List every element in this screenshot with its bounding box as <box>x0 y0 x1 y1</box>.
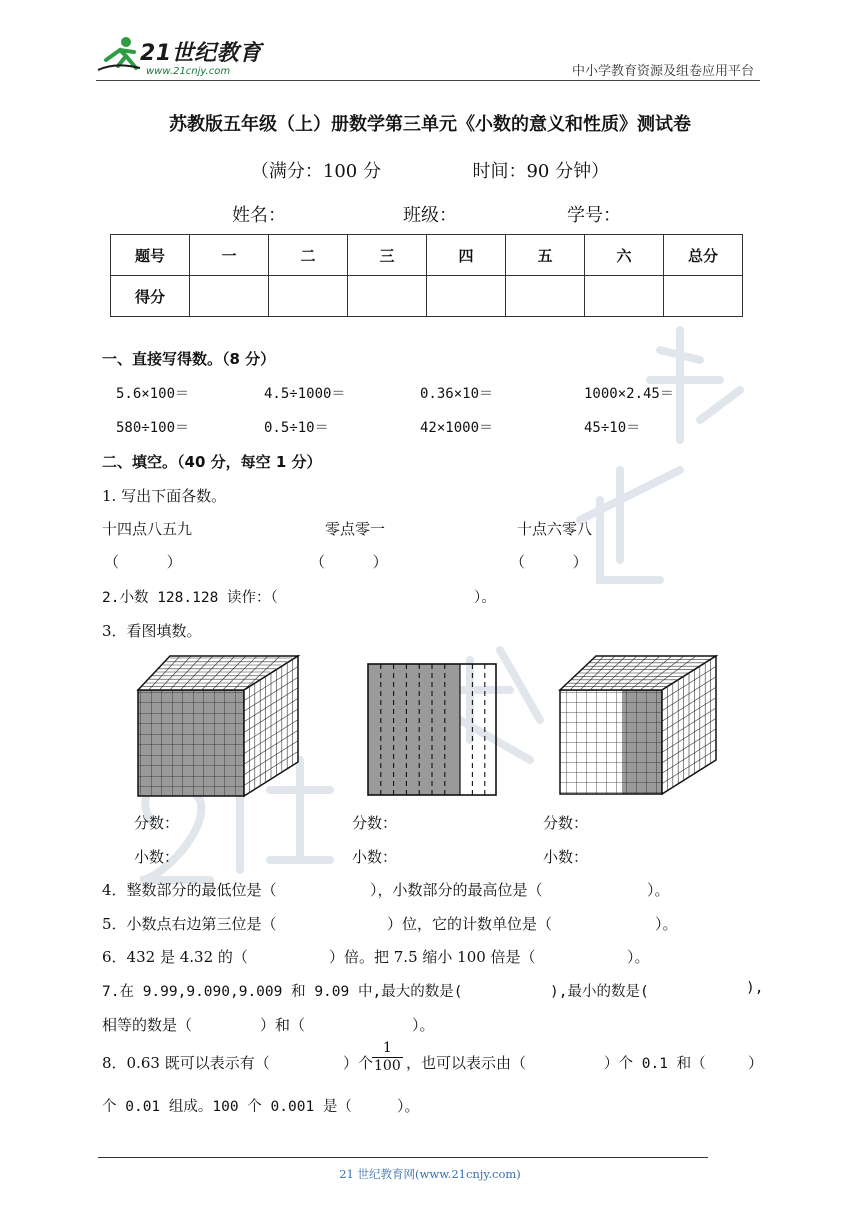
site-logo[interactable] <box>96 30 266 82</box>
q6-text: ）倍。把 7.5 缩小 100 倍是（ <box>329 948 536 966</box>
logo-brand-text: 21世纪教育 <box>140 41 262 66</box>
q1-word: 十点六零八 <box>517 520 593 538</box>
table-cell: 五 <box>506 235 585 276</box>
class-label: 班级： <box>403 205 457 226</box>
q6-text: ）。 <box>627 948 650 966</box>
q8-text: ）。 <box>397 1097 420 1115</box>
calc-item: 4.5÷1000＝ <box>264 386 346 402</box>
score-input-cell[interactable] <box>190 276 269 317</box>
calc-item: 5.6×100＝ <box>116 386 190 402</box>
q8-text: ）个 0.1 和（ <box>604 1056 706 1072</box>
calc-item: 1000×2.45＝ <box>584 386 674 402</box>
q8-text: ）个 <box>343 1054 374 1072</box>
fraction-label: 分数： <box>352 814 398 832</box>
calc-item: 580÷100＝ <box>116 420 190 436</box>
decimal-label: 小数： <box>352 848 398 866</box>
full-score: （满分：100 分 <box>250 161 381 182</box>
score-input-cell[interactable] <box>348 276 427 317</box>
calc-item: 0.36×10＝ <box>420 386 494 402</box>
header-platform-text: 中小学教育资源及组卷应用平台 <box>571 64 754 79</box>
table-cell: 题号 <box>111 235 190 276</box>
answer-blank[interactable]: （ ） <box>510 553 588 571</box>
score-table-score-row <box>111 276 743 317</box>
score-input-cell[interactable] <box>664 276 743 317</box>
exam-subtitle <box>0 157 860 183</box>
exam-title: 苏教版五年级（上）册数学第三单元《小数的意义和性质》测试卷 <box>169 114 691 135</box>
table-cell: 一 <box>190 235 269 276</box>
score-input-cell[interactable] <box>585 276 664 317</box>
score-table-header-row <box>111 235 743 276</box>
fraction-label: 分数： <box>543 814 589 832</box>
score-input-cell[interactable] <box>269 276 348 317</box>
q1-word: 零点零一 <box>325 520 386 538</box>
q2-text: 2.小数 128.128 读作：（ <box>102 590 278 606</box>
q5-text: 5．小数点右边第三位是（ <box>102 915 277 933</box>
logo-url-text: www.21cnjy.com <box>146 66 231 77</box>
footer-link[interactable]: 21 世纪教育网(www.21cnjy.com) <box>339 1167 521 1181</box>
footer-divider <box>98 1157 708 1158</box>
q7-text: ）。 <box>412 1016 435 1034</box>
time-limit: 时间：90 分钟） <box>472 161 610 182</box>
fraction-numerator: 1 <box>372 1040 403 1058</box>
q2-text-end: ）。 <box>474 590 496 606</box>
number-label: 学号： <box>567 205 621 226</box>
calc-item: 42×1000＝ <box>420 420 494 436</box>
header-divider <box>96 80 760 81</box>
q5-text: ）位，它的计数单位是（ <box>387 915 553 933</box>
q6-text: 6．432 是 4.32 的（ <box>102 948 248 966</box>
q4-text: ）。 <box>647 881 670 899</box>
q8-text: ，也可以表示由（ <box>406 1054 527 1072</box>
q5-text: ）。 <box>655 915 678 933</box>
fraction-label: 分数： <box>134 814 180 832</box>
calc-item: 0.5÷10＝ <box>264 420 329 436</box>
fraction-one-hundredth <box>372 1040 403 1075</box>
section1-heading: 一、直接写得数。（8 分） <box>102 350 276 368</box>
q8-text: 8．0.63 既可以表示有（ <box>102 1054 270 1072</box>
section2-heading: 二、填空。（40 分，每空 1 分） <box>102 453 322 471</box>
table-cell: 三 <box>348 235 427 276</box>
answer-blank[interactable]: （ ） <box>310 553 388 571</box>
table-cell: 得分 <box>111 276 190 317</box>
table-cell: 四 <box>427 235 506 276</box>
table-cell: 二 <box>269 235 348 276</box>
calc-item: 45÷10＝ <box>584 420 641 436</box>
strip-figure <box>364 660 500 800</box>
q4-text: 4．整数部分的最低位是（ <box>102 881 277 899</box>
cube-figure-2 <box>556 652 720 800</box>
runner-logo-icon <box>96 34 142 74</box>
q8-text: 个 0.01 组成。100 个 0.001 是（ <box>102 1099 352 1115</box>
name-label: 姓名： <box>232 205 286 226</box>
score-input-cell[interactable] <box>427 276 506 317</box>
table-cell: 六 <box>585 235 664 276</box>
q3-prompt: 3．看图填数。 <box>102 622 202 640</box>
decimal-label: 小数： <box>543 848 589 866</box>
q4-text: ），小数部分的最高位是（ <box>370 881 543 899</box>
q7-text: ), <box>746 980 764 996</box>
cube-figure-1 <box>130 650 302 800</box>
q1-prompt: 1. 写出下面各数。 <box>102 487 227 505</box>
decimal-label: 小数： <box>134 848 180 866</box>
table-cell: 总分 <box>664 235 743 276</box>
fraction-denominator: 100 <box>374 1058 401 1074</box>
answer-blank[interactable]: （ ） <box>104 553 182 571</box>
score-table <box>110 234 743 317</box>
score-input-cell[interactable] <box>506 276 585 317</box>
q7-text: 7.在 9.99,9.090,9.009 和 9.09 中,最大的数是( <box>102 984 463 1000</box>
q7-text: 相等的数是（ <box>102 1016 193 1034</box>
q7-text: ),最小的数是( <box>550 984 649 1000</box>
q1-word: 十四点八五九 <box>102 520 193 538</box>
q8-text: ） <box>748 1054 764 1072</box>
q7-text: ）和（ <box>260 1016 306 1034</box>
